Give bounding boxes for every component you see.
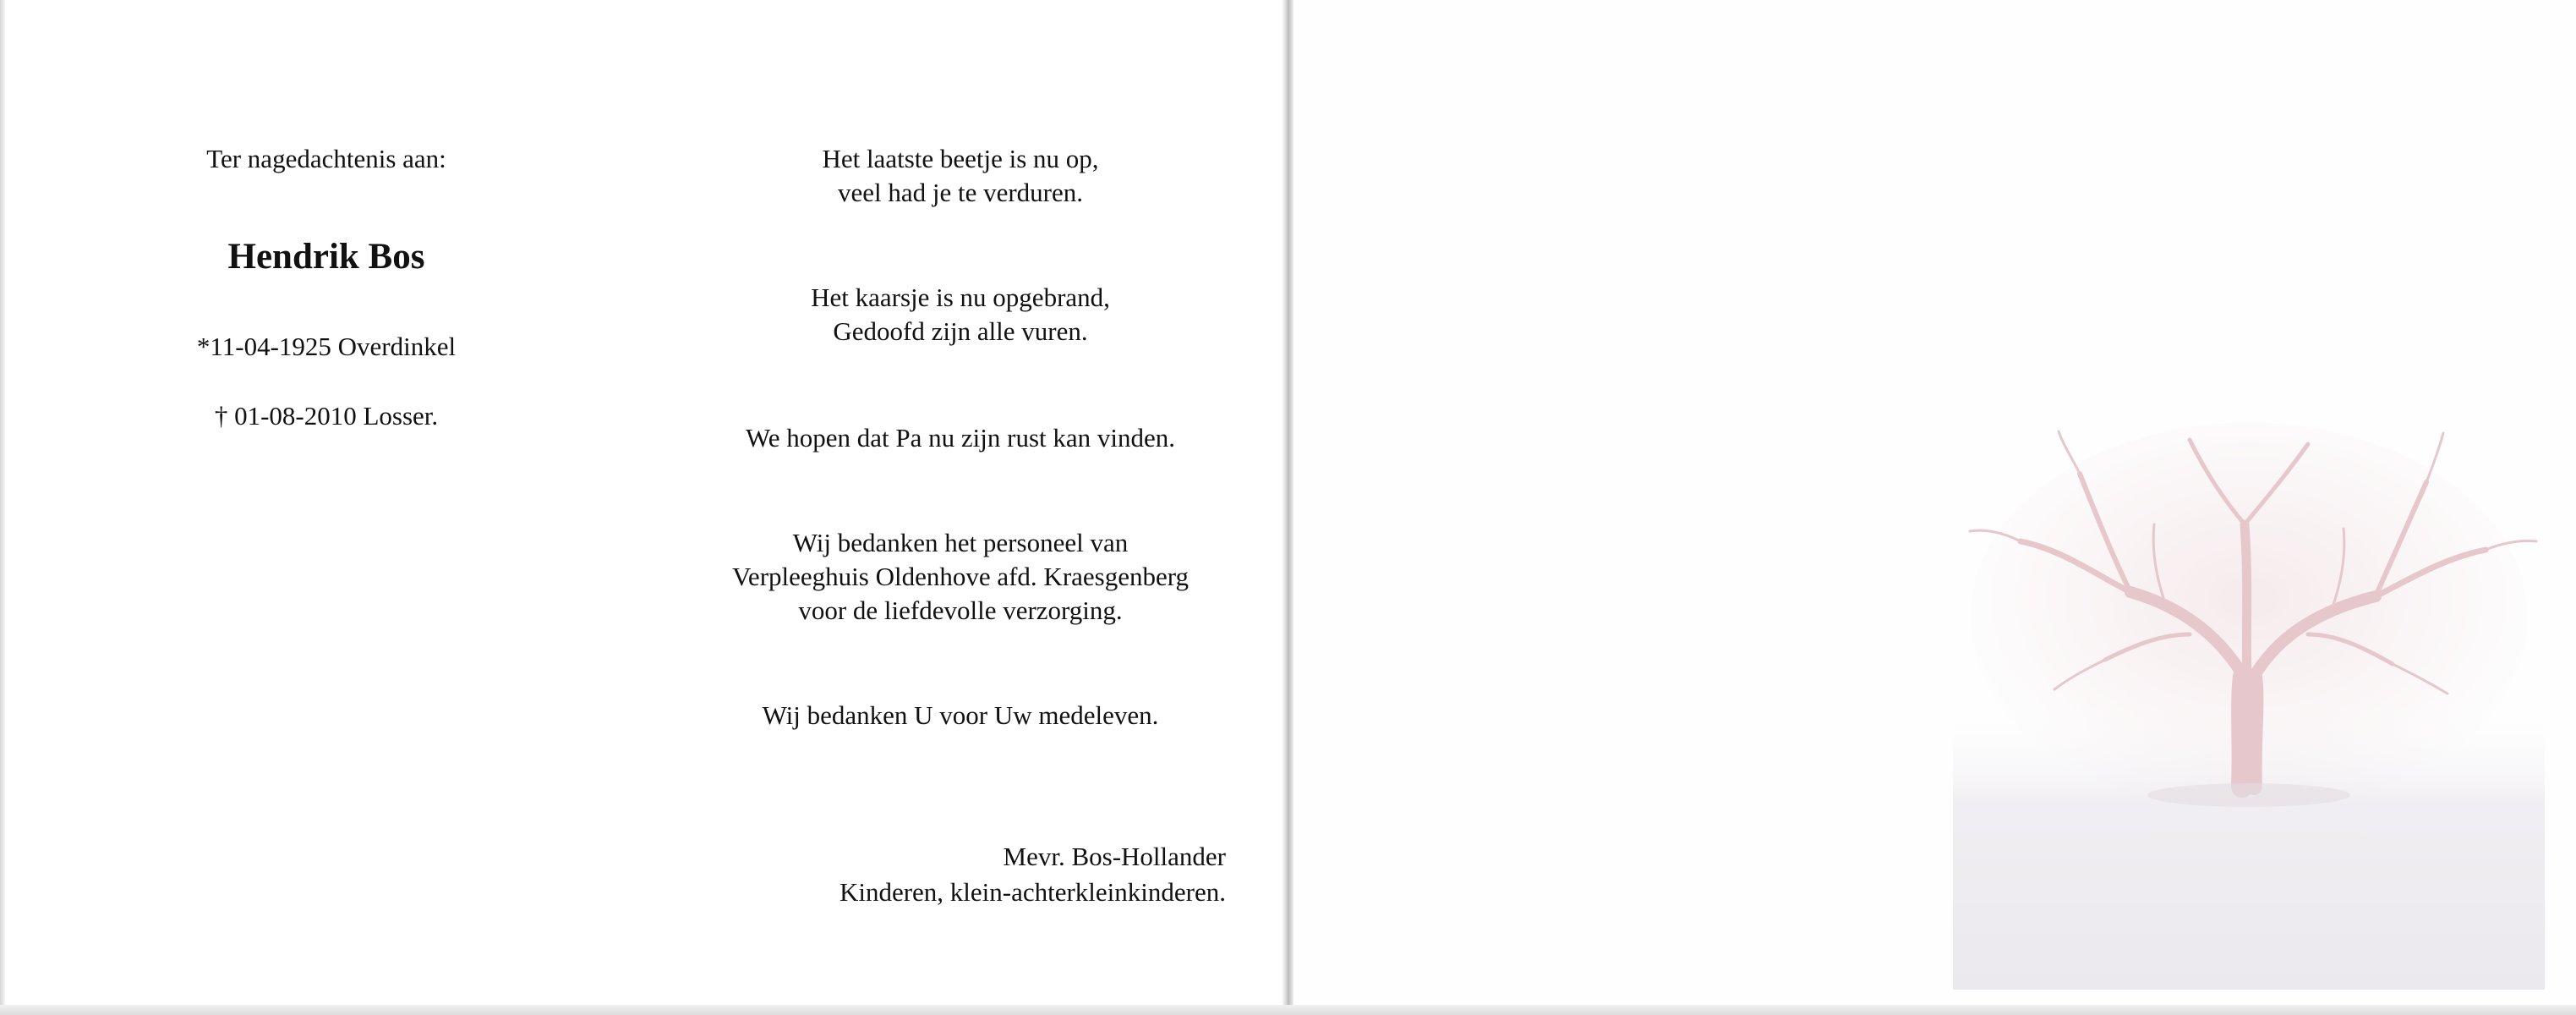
tree-illustration-icon	[1953, 423, 2545, 990]
birth-date-place: *11-04-1925 Overdinkel	[196, 332, 457, 361]
verse-stanza	[665, 421, 1256, 455]
scan-bottom-edge	[0, 1005, 2576, 1015]
thanks-line: Verpleeghuis Oldenhove afd. Kraesgenberg	[731, 562, 1190, 591]
scan-left-edge	[0, 0, 5, 1015]
thanks-stanza	[665, 526, 1256, 628]
signature-line: Kinderen, klein-achterkleinkinderen.	[839, 877, 1226, 907]
signature-line: Mevr. Bos-Hollander	[1003, 842, 1226, 871]
thanks-line: voor de liefdevolle verzorging.	[798, 595, 1123, 625]
death-date-place: † 01-08-2010 Losser.	[214, 401, 439, 431]
verse-line: veel had je te verduren.	[837, 178, 1084, 207]
deceased-name: Hendrik Bos	[227, 237, 425, 277]
verse-stanza	[665, 142, 1256, 210]
card-fold	[1282, 0, 1293, 1011]
verse-line: Het kaarsje is nu opgebrand,	[811, 283, 1110, 312]
verse-line: Het laatste beetje is nu op,	[822, 144, 1099, 173]
poem-and-thanks	[665, 142, 1256, 732]
family-signature	[665, 839, 1226, 910]
verse-stanza	[665, 281, 1256, 348]
thanks-line: Wij bedanken het personeel van	[792, 528, 1129, 557]
memorial-details	[98, 142, 555, 433]
thanks-line: Wij bedanken U voor Uw medeleven.	[762, 700, 1159, 730]
verse-line: Gedoofd zijn alle vuren.	[833, 316, 1088, 346]
thanks-stanza	[665, 699, 1256, 732]
card-left-panel	[5, 0, 1282, 1005]
verse-line: We hopen dat Pa nu zijn rust kan vinden.	[745, 423, 1176, 453]
memorial-intro: Ter nagedachtenis aan:	[206, 144, 446, 173]
